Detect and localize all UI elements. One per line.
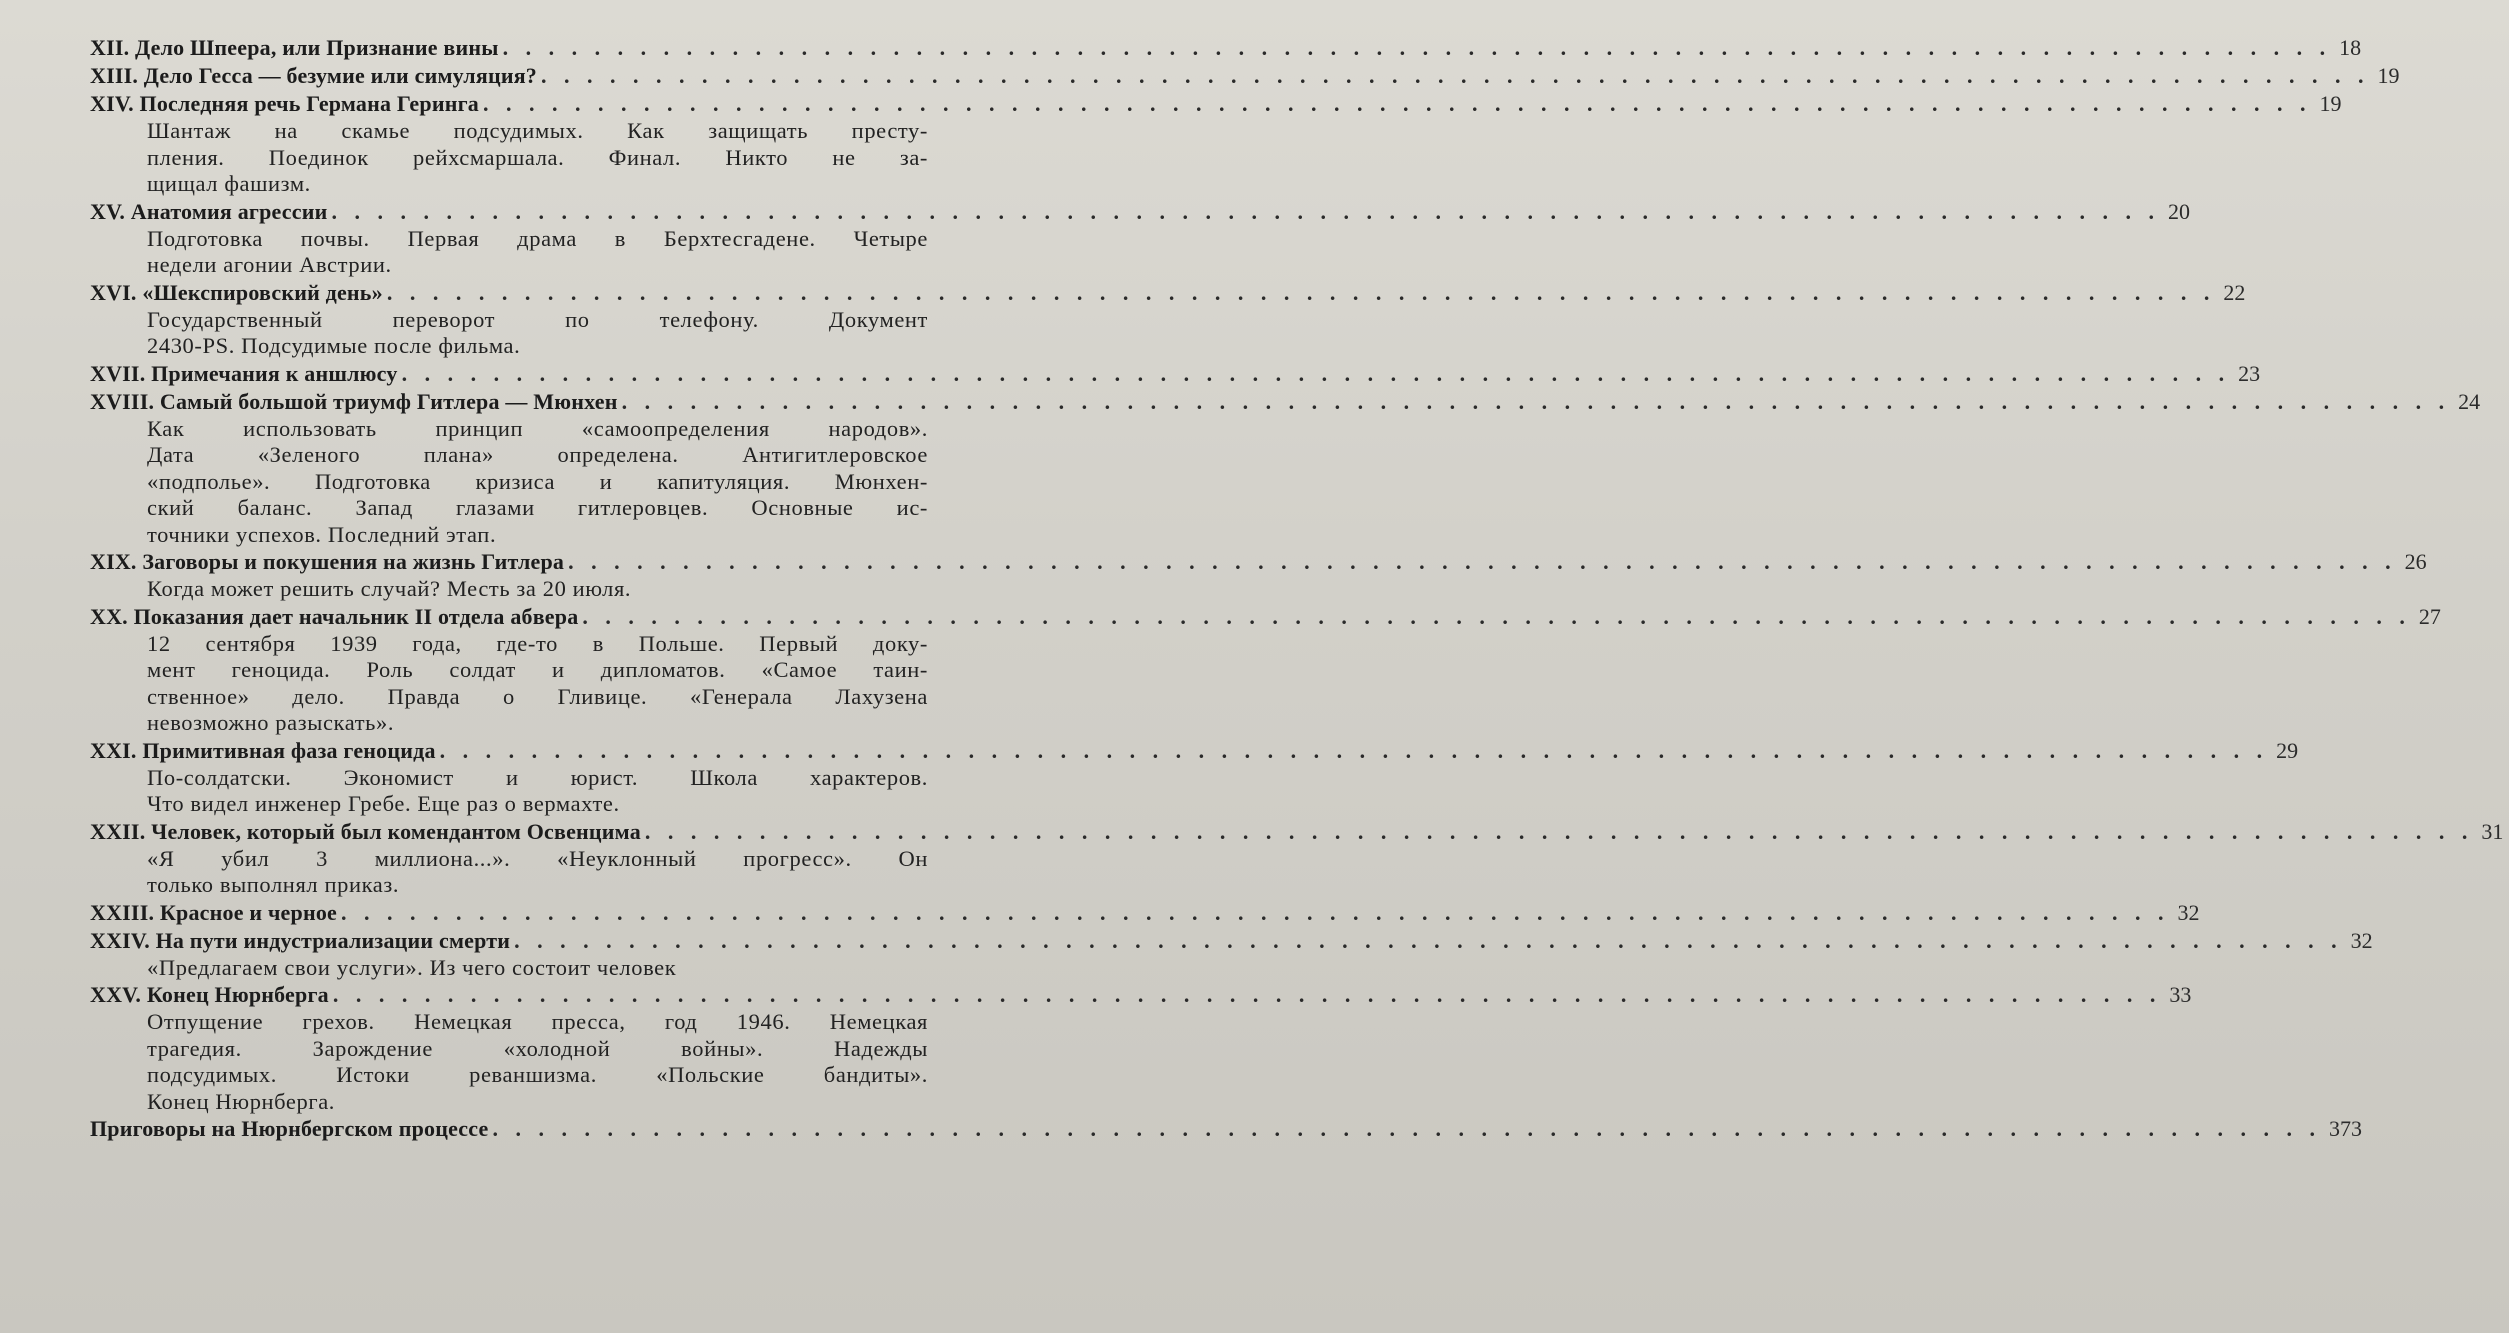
chapter-title-text: Приговоры на Нюрнбергском процессе: [90, 1116, 489, 1141]
summary-line: пления. Поединок рейхсмаршала. Финал. Никто не за-: [147, 144, 928, 170]
page-number: 373: [2328, 1116, 2362, 1141]
page-number: 27: [2418, 603, 2441, 629]
summary-line: Как использовать принцип «самоопределения народов».: [147, 415, 928, 441]
chapter-numeral: XIX.: [90, 549, 137, 574]
chapter-numeral: XII.: [90, 35, 130, 60]
summary-line: Шантаж на скамье подсудимых. Как защищать престу-: [147, 118, 928, 143]
summary-line: только выполнял приказ.: [147, 872, 400, 897]
toc-entry-heading: [90, 981, 2192, 1009]
dot-leader: [387, 279, 2216, 307]
toc-entry: [90, 279, 2246, 360]
chapter-title: [90, 360, 398, 388]
chapter-title-text: Человек, который был комендантом Освенцима: [151, 818, 641, 844]
page-number: 22: [2223, 279, 2246, 305]
chapter-title: [90, 388, 618, 416]
chapter-title-text: Дело Шпеера, или Признание вины: [135, 35, 499, 60]
summary-line: мент геноцида. Роль солдат и дипломатов. «Самое таин-: [147, 657, 928, 682]
chapter-summary: [147, 226, 928, 279]
toc-entry: [90, 34, 2362, 62]
toc-entry: [90, 548, 2427, 603]
chapter-title-text: Самый большой триумф Гитлера — Мюнхен: [159, 388, 618, 414]
toc-entry-heading: [90, 360, 2261, 388]
chapter-summary: [147, 955, 928, 982]
page-number: 32: [2177, 899, 2200, 925]
chapter-title: [90, 279, 383, 307]
toc-entry: [90, 737, 2299, 818]
chapter-numeral: XVIII.: [90, 388, 155, 414]
summary-line: подсудимых. Истоки реваншизма. «Польские бандиты».: [147, 1062, 928, 1087]
summary-line: Конец Нюрнберга.: [147, 1088, 336, 1114]
dot-leader: [440, 737, 2269, 765]
chapter-title: [90, 603, 578, 631]
chapter-title: [90, 62, 537, 90]
toc-entry: [90, 603, 2441, 737]
summary-line: Что видел инженер Гребе. Еще раз о вермахте.: [147, 791, 620, 816]
chapter-title-text: Анатомия агрессии: [130, 198, 328, 224]
summary-line: Дата «Зеленого плана» определена. Антигитлеровское: [147, 442, 928, 467]
toc-entry-heading: [90, 34, 2362, 62]
dot-leader: [483, 90, 2312, 118]
dot-leader: [503, 34, 2332, 62]
chapter-numeral: XVI.: [90, 279, 137, 305]
chapter-title-text: Дело Гесса — безумие или симуляция?: [143, 63, 538, 88]
summary-line: ский баланс. Запад глазами гитлеровцев. Основные ис-: [147, 495, 928, 520]
summary-line: недели агонии Австрии.: [147, 252, 392, 277]
chapter-title: [90, 818, 641, 846]
chapter-numeral: XIV.: [90, 91, 134, 116]
toc-entry-heading: [90, 927, 2373, 955]
summary-line: 2430-PS. Подсудимые после фильма.: [147, 333, 521, 358]
page-number: 24: [2458, 388, 2481, 414]
dot-leader: [645, 818, 2474, 846]
summary-line: Государственный переворот по телефону. Документ: [147, 306, 928, 332]
chapter-title-text: Заговоры и покушения на жизнь Гитлера: [142, 549, 565, 574]
summary-line: щищал фашизм.: [147, 171, 311, 196]
page-number: 33: [2169, 982, 2192, 1007]
toc-entry: [90, 1115, 2362, 1143]
toc-entry: [90, 360, 2261, 388]
page-number: 26: [2404, 549, 2427, 574]
chapter-title: [90, 899, 337, 927]
toc-entry: [90, 981, 2192, 1115]
chapter-summary: [147, 118, 928, 198]
chapter-summary: [147, 307, 928, 360]
toc-entry-heading: [90, 90, 2342, 118]
chapter-title-text: Конец Нюрнберга: [146, 982, 329, 1007]
chapter-title-text: Показания дает начальник II отдела абвера: [133, 603, 579, 629]
page-number: 32: [2350, 927, 2373, 953]
chapter-summary: [147, 416, 928, 549]
toc-entry: [90, 899, 2200, 927]
toc-entry-heading: [90, 737, 2299, 765]
chapter-title-text: Примитивная фаза геноцида: [142, 737, 436, 763]
toc-entry-heading: [90, 548, 2427, 576]
toc-entry-heading: [90, 818, 2504, 846]
page-number: 19: [2319, 91, 2342, 116]
chapter-title: [90, 548, 564, 576]
chapter-numeral: XXII.: [90, 818, 146, 844]
dot-leader: [622, 388, 2451, 416]
dot-leader: [402, 360, 2231, 388]
summary-line: 12 сентября 1939 года, где-то в Польше. Первый доку-: [147, 630, 928, 656]
dot-leader: [514, 927, 2343, 955]
chapter-title: [90, 198, 327, 226]
chapter-title-text: На пути индустриализации смерти: [155, 927, 511, 953]
chapter-title-text: «Шекспировский день»: [142, 279, 383, 305]
chapter-numeral: XXV.: [90, 982, 142, 1007]
summary-line: Подготовка почвы. Первая драма в Берхтесгадене. Четыре: [147, 225, 928, 251]
chapter-title: [90, 90, 479, 118]
toc-entry: [90, 927, 2373, 982]
chapter-title-text: Последняя речь Германа Геринга: [139, 91, 479, 116]
page-number: 19: [2377, 63, 2400, 88]
page-number: 23: [2238, 360, 2261, 386]
toc-entry-heading: [90, 1115, 2362, 1143]
summary-line: «подполье». Подготовка кризиса и капитуляция. Мюнхен-: [147, 468, 928, 494]
chapter-summary: [147, 576, 928, 603]
chapter-title: [90, 927, 510, 955]
summary-line: невозможно разыскать».: [147, 710, 395, 735]
chapter-numeral: XXIV.: [90, 927, 150, 953]
chapter-numeral: XVII.: [90, 360, 146, 386]
dot-leader: [541, 62, 2370, 90]
page-number: 31: [2481, 818, 2504, 844]
chapter-summary: [147, 1009, 928, 1115]
summary-line: «Предлагаем свои услуги». Из чего состоит человек: [147, 954, 677, 980]
chapter-summary: [147, 631, 928, 737]
summary-line: Когда может решить случай? Месть за 20 июля.: [147, 576, 632, 601]
chapter-numeral: XV.: [90, 198, 126, 224]
summary-line: ственное» дело. Правда о Гливице. «Генерала Лахузена: [147, 683, 928, 709]
dot-leader: [333, 981, 2162, 1009]
chapter-title: [90, 1115, 488, 1143]
page-number: 20: [2167, 198, 2190, 224]
toc-entry-heading: [90, 603, 2441, 631]
summary-line: точники успехов. Последний этап.: [147, 521, 497, 547]
summary-line: Отпущение грехов. Немецкая пресса, год 1946. Немецкая: [147, 1009, 928, 1034]
summary-line: По-солдатски. Экономист и юрист. Школа характеров.: [147, 764, 928, 790]
toc-entry: [90, 388, 2481, 549]
page-number: 29: [2276, 737, 2299, 763]
summary-line: трагедия. Зарождение «холодной войны». Надежды: [147, 1035, 928, 1061]
toc-entry-heading: [90, 198, 2190, 226]
chapter-numeral: XIII.: [90, 63, 139, 88]
toc-entry-heading: [90, 388, 2481, 416]
chapter-numeral: XX.: [90, 603, 128, 629]
chapter-numeral: XXI.: [90, 737, 137, 763]
toc-entry: [90, 90, 2342, 198]
chapter-title: [90, 737, 436, 765]
table-of-contents: [90, 34, 2504, 1143]
chapter-numeral: XXIII.: [90, 899, 155, 925]
summary-line: «Я убил 3 миллиона...». «Неуклонный прогресс». Он: [147, 845, 928, 871]
toc-entry-heading: [90, 62, 2400, 90]
chapter-title: [90, 981, 329, 1009]
chapter-title: [90, 34, 499, 62]
dot-leader: [582, 603, 2411, 631]
toc-entry-heading: [90, 899, 2200, 927]
dot-leader: [331, 198, 2160, 226]
toc-entry: [90, 818, 2504, 899]
dot-leader: [341, 899, 2170, 927]
toc-entry: [90, 62, 2400, 90]
toc-entry-heading: [90, 279, 2246, 307]
toc-entry: [90, 198, 2190, 279]
page-number: 18: [2339, 35, 2362, 60]
chapter-title-text: Примечания к аншлюсу: [151, 360, 398, 386]
chapter-summary: [147, 765, 928, 818]
chapter-title-text: Красное и черное: [159, 899, 337, 925]
dot-leader: [568, 548, 2397, 576]
chapter-summary: [147, 846, 928, 899]
dot-leader: [492, 1115, 2321, 1143]
